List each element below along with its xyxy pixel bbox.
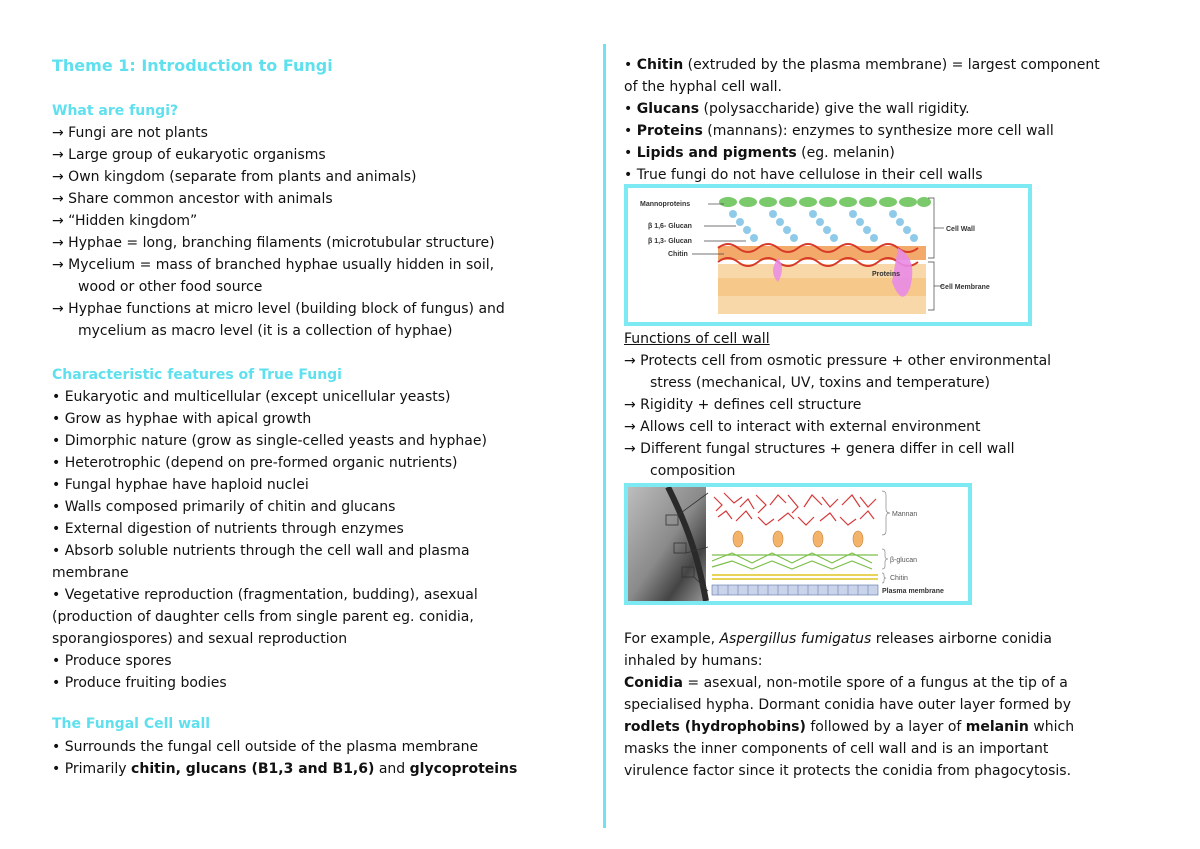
list-item: (production of daughter cells from single parent eg. conidia, bbox=[52, 609, 474, 625]
list-item: → Allows cell to interact with external environment bbox=[624, 419, 981, 435]
list-item: → Different fungal structures + genera differ in cell wall bbox=[624, 441, 1015, 457]
list-item: • Produce fruiting bodies bbox=[52, 675, 227, 691]
lipid-layer bbox=[718, 246, 926, 260]
list-item: → Fungi are not plants bbox=[52, 125, 208, 141]
label-chitin: Chitin bbox=[668, 251, 688, 258]
list-item: • Glucans (polysaccharide) give the wall rigidity. bbox=[624, 101, 970, 117]
list-item: • Fungal hyphae have haploid nuclei bbox=[52, 477, 309, 493]
list-item: • Vegetative reproduction (fragmentation, budding), asexual bbox=[52, 587, 478, 603]
heading-what-are-fungi: What are fungi? bbox=[52, 103, 179, 119]
list-item: • Proteins (mannans): enzymes to synthesize more cell wall bbox=[624, 123, 1054, 139]
list-item: → Rigidity + defines cell structure bbox=[624, 397, 862, 413]
list-item: • Absorb soluble nutrients through the cell wall and plasma bbox=[52, 543, 470, 559]
list-item: → Share common ancestor with animals bbox=[52, 191, 333, 207]
list-item: → Large group of eukaryotic organisms bbox=[52, 147, 326, 163]
label-cell-membrane: Cell Membrane bbox=[940, 284, 990, 291]
list-item: → Mycelium = mass of branched hyphae usually hidden in soil, bbox=[52, 257, 495, 273]
example-paragraph-line: masks the inner components of cell wall and is an important bbox=[624, 741, 1049, 757]
list-item: • Lipids and pigments (eg. melanin) bbox=[624, 145, 895, 161]
plasma-membrane-layer bbox=[712, 585, 878, 595]
list-item: sporangiospores) and sexual reproduction bbox=[52, 631, 348, 647]
label-chitin: Chitin bbox=[890, 575, 908, 582]
list-item: → Hyphae = long, branching filaments (microtubular structure) bbox=[52, 235, 495, 251]
list-item: • Grow as hyphae with apical growth bbox=[52, 411, 312, 427]
label-glucan-16: β 1,6- Glucan bbox=[648, 223, 692, 230]
label-proteins: Proteins bbox=[872, 271, 901, 278]
example-paragraph-line: inhaled by humans: bbox=[624, 653, 763, 669]
list-item: composition bbox=[650, 463, 736, 479]
example-paragraph-line: specialised hypha. Dormant conidia have outer layer formed by bbox=[624, 697, 1071, 713]
list-item: → “Hidden kingdom” bbox=[52, 213, 198, 229]
cell-wall-schematic bbox=[624, 483, 972, 605]
list-item: membrane bbox=[52, 565, 129, 581]
layer-braces bbox=[882, 491, 890, 583]
glucan-chains bbox=[729, 210, 918, 242]
list-item: • Heterotrophic (depend on pre-formed organic nutrients) bbox=[52, 455, 458, 471]
list-item: • Eukaryotic and multicellular (except unicellular yeasts) bbox=[52, 389, 451, 405]
list-item: mycelium as macro level (it is a collection of hyphae) bbox=[78, 323, 453, 339]
list-item: of the hyphal cell wall. bbox=[624, 79, 783, 95]
list-item: → Own kingdom (separate from plants and animals) bbox=[52, 169, 417, 185]
heading-functions-of-cell-wall: Functions of cell wall bbox=[624, 331, 770, 347]
label-glucan-13: β 1,3- Glucan bbox=[648, 238, 692, 245]
list-item: • Surrounds the fungal cell outside of the plasma membrane bbox=[52, 739, 479, 755]
cell-wall-micrograph-illustration bbox=[628, 487, 968, 601]
column-divider bbox=[603, 44, 606, 828]
list-item: • Walls composed primarily of chitin and glucans bbox=[52, 499, 396, 515]
example-paragraph-line: rodlets (hydrophobins) followed by a layer of melanin which bbox=[624, 719, 1075, 735]
cell-wall-illustration bbox=[628, 188, 1028, 322]
page-title: Theme 1: Introduction to Fungi bbox=[52, 56, 333, 75]
list-item: • Produce spores bbox=[52, 653, 172, 669]
label-beta-glucan: β-glucan bbox=[890, 557, 917, 564]
glucan-layer bbox=[712, 553, 878, 569]
mannoprotein-beads bbox=[719, 197, 931, 207]
label-mannan: Mannan bbox=[892, 511, 918, 518]
cell-wall-diagram bbox=[624, 184, 1032, 326]
label-mannoproteins: Mannoproteins bbox=[640, 201, 691, 208]
label-cell-wall: Cell Wall bbox=[946, 226, 975, 233]
mannan-layer bbox=[714, 493, 876, 525]
list-item: → Hyphae functions at micro level (building block of fungus) and bbox=[52, 301, 505, 317]
list-item: → Protects cell from osmotic pressure + other environmental bbox=[624, 353, 1052, 369]
example-paragraph-line: virulence factor since it protects the conidia from phagocytosis. bbox=[624, 763, 1072, 779]
list-item: wood or other food source bbox=[78, 279, 263, 295]
heading-characteristic-features: Characteristic features of True Fungi bbox=[52, 367, 342, 383]
list-item: • Dimorphic nature (grow as single-celled yeasts and hyphae) bbox=[52, 433, 487, 449]
label-plasma-membrane: Plasma membrane bbox=[882, 588, 944, 595]
list-item: • Primarily chitin, glucans (B1,3 and B1,6) and glycoproteins bbox=[52, 761, 518, 777]
example-paragraph-line: For example, Aspergillus fumigatus releases airborne conidia bbox=[624, 631, 1052, 647]
list-item: • Chitin (extruded by the plasma membrane) = largest component bbox=[624, 57, 1100, 73]
example-paragraph-line: Conidia = asexual, non-motile spore of a fungus at the tip of a bbox=[624, 675, 1068, 691]
chitin-layer bbox=[712, 575, 878, 579]
protein-ovals bbox=[733, 531, 863, 547]
list-item: • External digestion of nutrients through enzymes bbox=[52, 521, 404, 537]
heading-fungal-cell-wall: The Fungal Cell wall bbox=[52, 716, 211, 732]
list-item: stress (mechanical, UV, toxins and temperature) bbox=[650, 375, 990, 391]
list-item: • True fungi do not have cellulose in their cell walls bbox=[624, 167, 983, 183]
